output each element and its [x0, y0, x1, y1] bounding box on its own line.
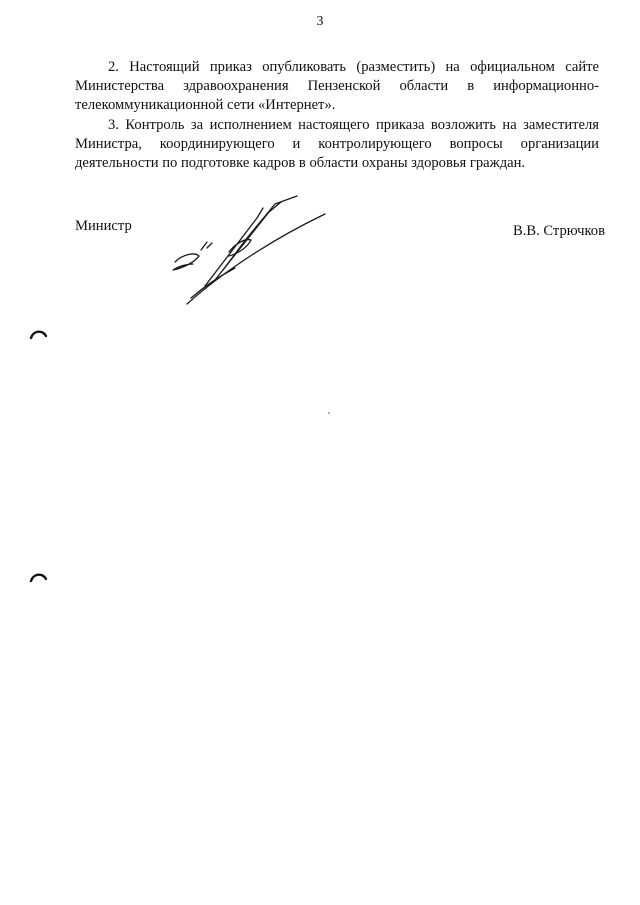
handwritten-signature	[165, 190, 340, 315]
punch-hole-mark-bottom	[28, 569, 48, 583]
page-number: 3	[316, 14, 324, 29]
punch-hole-mark-top	[28, 326, 48, 340]
paragraph-3: 3. Контроль за исполнением настоящего приказа возложить на заместителя Министра, координирующего и контролирующего вопросы организации деятельности по подготовке кадров в области охраны здоровья граждан.	[75, 116, 599, 172]
signatory-name: В.В. Стрючков	[512, 223, 605, 239]
document-body	[75, 58, 599, 173]
signatory-title: Министр	[75, 218, 132, 234]
scan-speck	[328, 412, 330, 414]
paragraph-2: 2. Настоящий приказ опубликовать (разместить) на официальном сайте Министерства здравоохранения Пензенской области в информационно-телекоммуникационной сети «Интернет».	[75, 59, 599, 114]
